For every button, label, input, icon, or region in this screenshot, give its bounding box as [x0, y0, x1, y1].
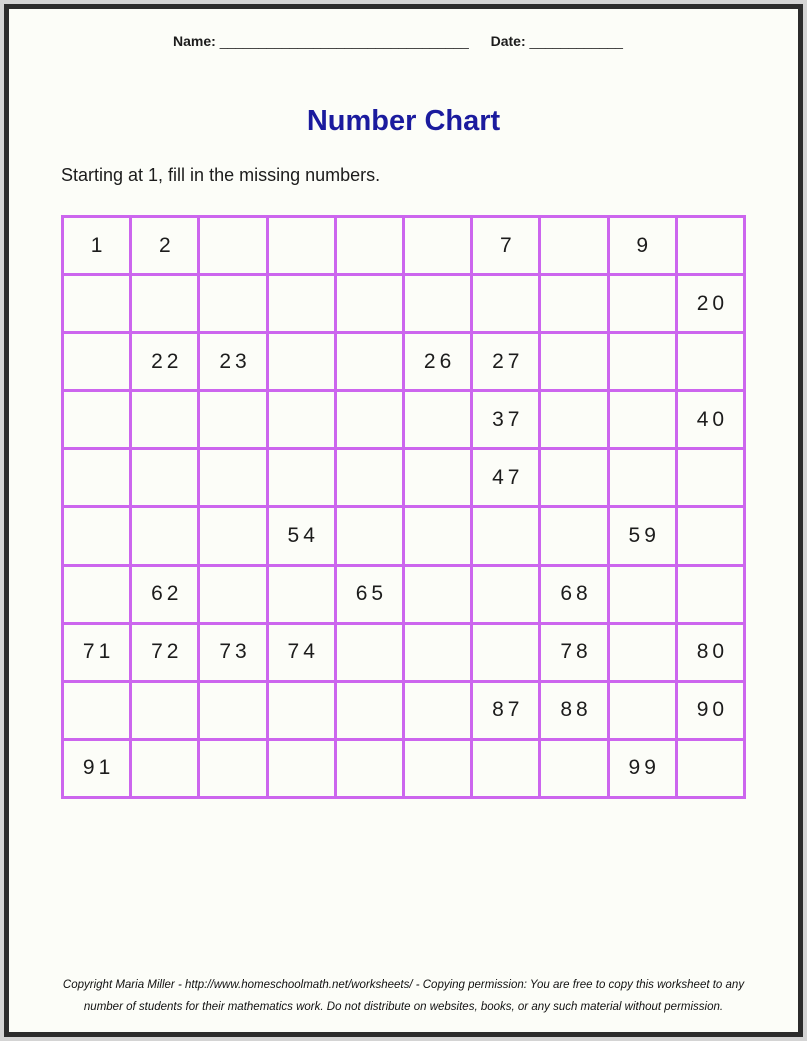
- grid-cell-filled: 68: [541, 567, 606, 622]
- grid-cell-empty[interactable]: [337, 625, 402, 680]
- grid-cell-filled: 73: [200, 625, 265, 680]
- grid-cell-empty[interactable]: [132, 450, 197, 505]
- grid-cell-filled: 22: [132, 334, 197, 389]
- grid-cell-filled: 88: [541, 683, 606, 738]
- worksheet-page: [4, 4, 803, 1037]
- date-label: Date:: [490, 33, 526, 49]
- grid-cell-empty[interactable]: [132, 741, 197, 796]
- grid-cell-empty[interactable]: [132, 276, 197, 331]
- grid-cell-empty[interactable]: [337, 276, 402, 331]
- grid-cell-empty[interactable]: [678, 508, 743, 563]
- grid-cell-empty[interactable]: [269, 218, 334, 273]
- grid-cell-empty[interactable]: [541, 508, 606, 563]
- grid-cell-filled: 23: [200, 334, 265, 389]
- grid-cell-empty[interactable]: [269, 334, 334, 389]
- copyright-footer: [9, 974, 798, 1018]
- grid-cell-empty[interactable]: [473, 741, 538, 796]
- grid-cell-empty[interactable]: [269, 276, 334, 331]
- grid-cell-filled: 40: [678, 392, 743, 447]
- grid-cell-empty[interactable]: [269, 683, 334, 738]
- grid-cell-empty[interactable]: [473, 276, 538, 331]
- grid-cell-empty[interactable]: [473, 567, 538, 622]
- grid-cell-empty[interactable]: [610, 683, 675, 738]
- grid-cell-filled: 37: [473, 392, 538, 447]
- name-date-row: [173, 33, 623, 49]
- grid-cell-empty[interactable]: [610, 276, 675, 331]
- page-title: Number Chart: [306, 105, 501, 137]
- grid-cell-filled: 59: [610, 508, 675, 563]
- grid-cell-empty[interactable]: [473, 625, 538, 680]
- grid-cell-empty[interactable]: [200, 450, 265, 505]
- grid-cell-empty[interactable]: [64, 276, 129, 331]
- instruction-text: Starting at 1, fill in the missing numbers.: [61, 165, 381, 185]
- grid-cell-filled: 65: [337, 567, 402, 622]
- grid-cell-empty[interactable]: [678, 567, 743, 622]
- grid-cell-empty[interactable]: [678, 218, 743, 273]
- grid-cell-empty[interactable]: [405, 450, 470, 505]
- grid-cell-filled: 80: [678, 625, 743, 680]
- grid-cell-filled: 27: [473, 334, 538, 389]
- grid-cell-empty[interactable]: [132, 392, 197, 447]
- grid-cell-empty[interactable]: [473, 508, 538, 563]
- grid-cell-filled: 74: [269, 625, 334, 680]
- grid-cell-empty[interactable]: [200, 218, 265, 273]
- grid-cell-empty[interactable]: [269, 567, 334, 622]
- grid-cell-empty[interactable]: [405, 276, 470, 331]
- grid-cell-filled: 99: [610, 741, 675, 796]
- grid-cell-empty[interactable]: [541, 334, 606, 389]
- footer-line-1: Copyright Maria Miller - http://www.homeschoolmath.net/worksheets/ - Copying permission: You are free to copy this worksheet to any: [62, 979, 745, 991]
- grid-cell-empty[interactable]: [541, 218, 606, 273]
- grid-cell-filled: 47: [473, 450, 538, 505]
- grid-cell-empty[interactable]: [405, 218, 470, 273]
- grid-cell-empty[interactable]: [200, 392, 265, 447]
- grid-cell-empty[interactable]: [337, 334, 402, 389]
- grid-cell-empty[interactable]: [610, 392, 675, 447]
- grid-cell-empty[interactable]: [405, 625, 470, 680]
- grid-cell-filled: 1: [64, 218, 129, 273]
- grid-cell-filled: 20: [678, 276, 743, 331]
- grid-cell-empty[interactable]: [337, 392, 402, 447]
- grid-cell-empty[interactable]: [405, 392, 470, 447]
- name-label: Name:: [173, 33, 216, 49]
- grid-cell-empty[interactable]: [64, 392, 129, 447]
- name-fill-line[interactable]: ________________________________: [219, 33, 469, 49]
- grid-cell-empty[interactable]: [269, 450, 334, 505]
- grid-cell-filled: 9: [610, 218, 675, 273]
- grid-cell-filled: 26: [405, 334, 470, 389]
- grid-cell-empty[interactable]: [64, 334, 129, 389]
- grid-cell-empty[interactable]: [132, 683, 197, 738]
- grid-cell-empty[interactable]: [405, 683, 470, 738]
- grid-cell-empty[interactable]: [269, 392, 334, 447]
- grid-cell-empty[interactable]: [64, 567, 129, 622]
- grid-cell-empty[interactable]: [132, 508, 197, 563]
- grid-cell-empty[interactable]: [269, 741, 334, 796]
- grid-cell-filled: 78: [541, 625, 606, 680]
- grid-cell-empty[interactable]: [405, 508, 470, 563]
- grid-cell-empty[interactable]: [678, 450, 743, 505]
- grid-cell-empty[interactable]: [610, 625, 675, 680]
- grid-cell-empty[interactable]: [678, 741, 743, 796]
- grid-cell-filled: 2: [132, 218, 197, 273]
- grid-cell-filled: 87: [473, 683, 538, 738]
- grid-cell-filled: 90: [678, 683, 743, 738]
- grid-cell-empty[interactable]: [610, 567, 675, 622]
- footer-line-2: number of students for their mathematics work. Do not distribute on websites, books, or any such material without permission.: [83, 1001, 724, 1013]
- grid-cell-empty[interactable]: [337, 508, 402, 563]
- grid-cell-empty[interactable]: [337, 218, 402, 273]
- grid-cell-empty[interactable]: [610, 334, 675, 389]
- grid-cell-empty[interactable]: [64, 508, 129, 563]
- grid-cell-empty[interactable]: [200, 683, 265, 738]
- grid-cell-empty[interactable]: [200, 508, 265, 563]
- grid-cell-filled: 54: [269, 508, 334, 563]
- grid-cell-empty[interactable]: [200, 741, 265, 796]
- grid-cell-filled: 91: [64, 741, 129, 796]
- grid-cell-filled: 7: [473, 218, 538, 273]
- grid-cell-empty[interactable]: [405, 567, 470, 622]
- grid-cell-empty[interactable]: [541, 741, 606, 796]
- grid-cell-empty[interactable]: [64, 450, 129, 505]
- grid-cell-empty[interactable]: [337, 683, 402, 738]
- grid-cell-empty[interactable]: [337, 741, 402, 796]
- grid-cell-empty[interactable]: [610, 450, 675, 505]
- grid-cell-filled: 71: [64, 625, 129, 680]
- grid-cell-empty[interactable]: [337, 450, 402, 505]
- grid-cell-filled: 62: [132, 567, 197, 622]
- grid-cell-empty[interactable]: [405, 741, 470, 796]
- grid-cell-empty[interactable]: [541, 276, 606, 331]
- number-grid: [61, 215, 746, 799]
- grid-cell-empty[interactable]: [200, 276, 265, 331]
- grid-cell-filled: 72: [132, 625, 197, 680]
- grid-cell-empty[interactable]: [541, 450, 606, 505]
- date-fill-line[interactable]: ____________: [529, 33, 623, 49]
- grid-cell-empty[interactable]: [64, 683, 129, 738]
- grid-cell-empty[interactable]: [541, 392, 606, 447]
- grid-cell-empty[interactable]: [678, 334, 743, 389]
- grid-cell-empty[interactable]: [200, 567, 265, 622]
